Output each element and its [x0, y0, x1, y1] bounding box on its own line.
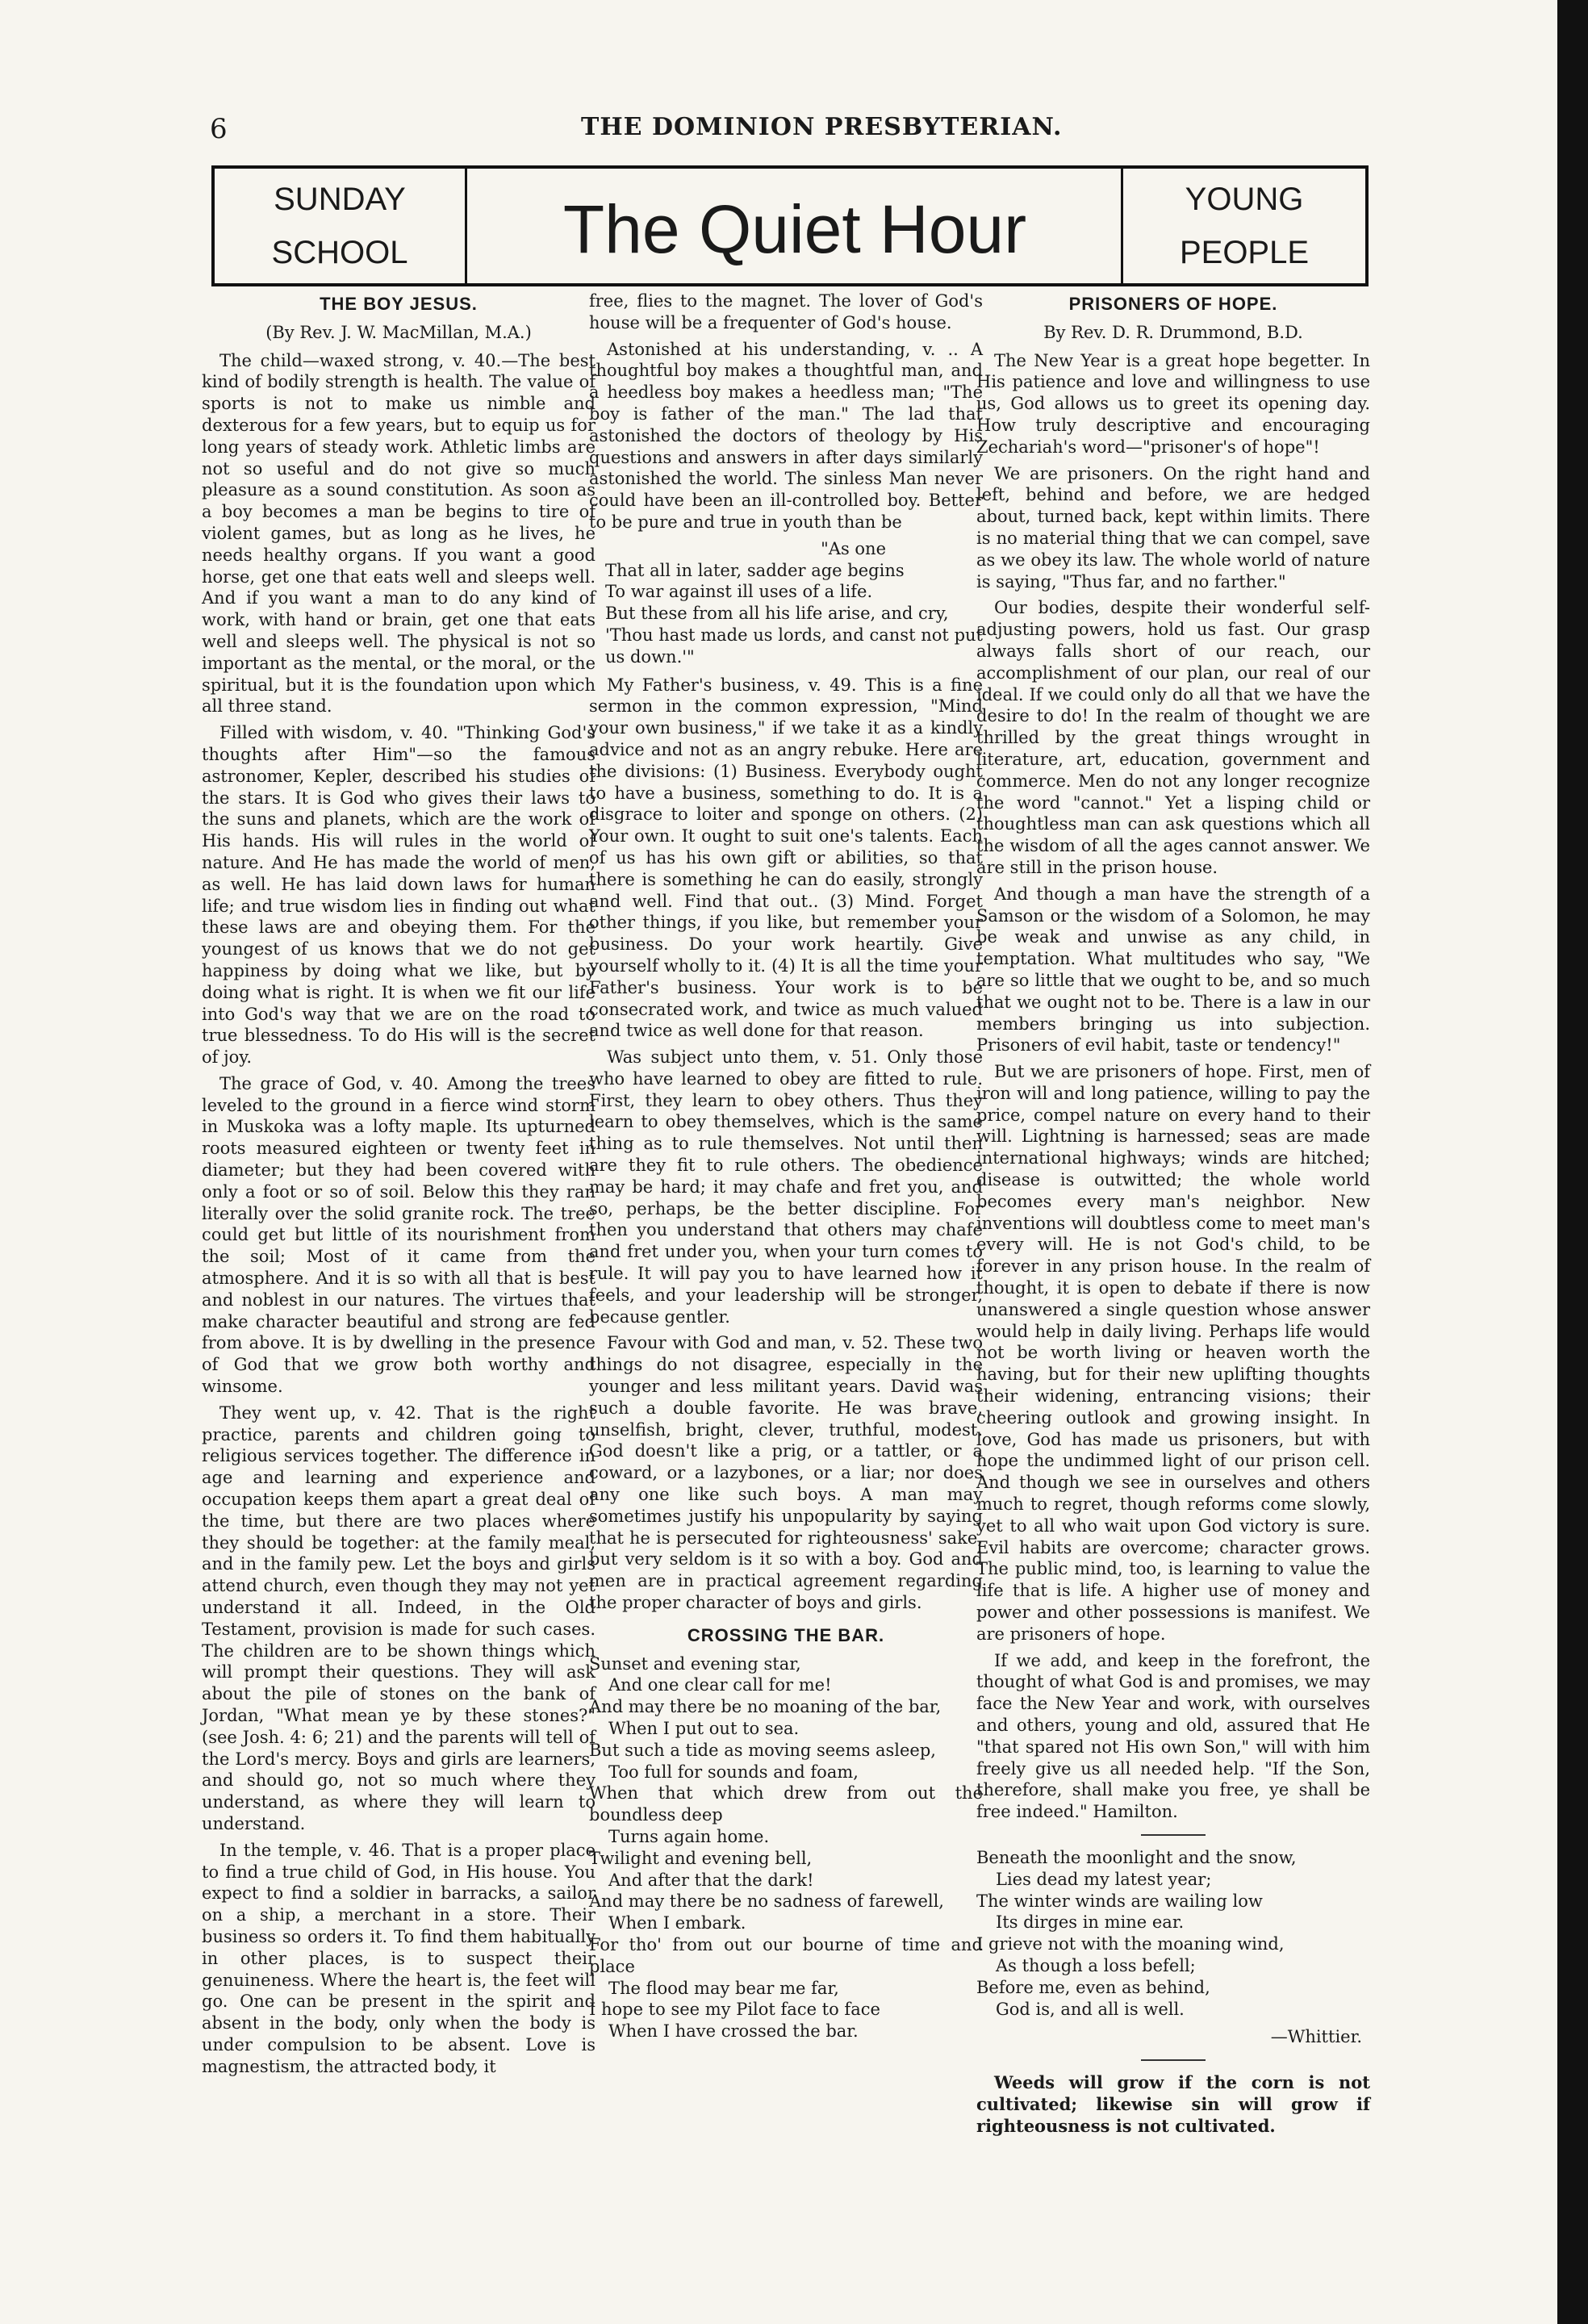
article-paragraph: free, flies to the magnet. The lover of God's house will be a frequenter of God's house. — [589, 291, 983, 332]
newspaper-title: THE DOMINION PRESBYTERIAN. — [581, 113, 1063, 141]
banner-left-box — [215, 169, 467, 283]
banner-right-line-1: YOUNG — [1185, 182, 1304, 217]
poem-line: The flood may bear me far, — [608, 1978, 839, 1998]
quoted-verse — [589, 538, 983, 668]
banner-title-box — [466, 169, 1123, 283]
poem-line: And may there be no sadness of farewell, — [589, 1891, 944, 1912]
closing-maxim: Weeds will grow if the corn is not cultivated; likewise sin will grow if righteousness is not cultivated. — [976, 2072, 1370, 2136]
article-paragraph: We are prisoners. On the right hand and left, behind and before, we are hedged about, turned back, kept within limits. There is no material thing that we can compel, save as we obey its law. The whole world of nature is saying, "Thus far, and no farther." — [976, 463, 1370, 591]
poem-crossing-the-bar — [589, 1653, 983, 2042]
banner-right-box — [1121, 169, 1365, 283]
article-paragraph: Favour with God and man, v. 52. These two things do not disagree, especially in the younger and less militant years. David was such a double favorite. He was brave, unselfish, bright, clever, truthful, modest. God doesn't like a prig, or a tattler, or a coward, or a lazybones, or a liar; nor does any one like such boys. A man may sometimes justify his unpopularity by saying that he is persecuted for righteousness' sake, but very seldom is it so with a boy. God and men are in practical agreement regarding the proper character of boys and girls. — [589, 1333, 983, 1613]
article-paragraph: If we add, and keep in the forefront, the thought of what God is and promises, we may face the New Year and work, with ourselves and others, young and old, assured that He "that spared not His own Son," will with him freely give us all needed help. "If the Son, therefore, shall make you free, ye shall be free indeed." Hamilton. — [976, 1650, 1370, 1822]
article-paragraph: Was subject unto them, v. 51. Only those who have learned to obey are fitted to rule. First, they learn to obey others. Thus they learn to obey themselves, which is the same thing as to rule themselves. Not until then are they fit to rule others. The obedience may be hard; it may chafe and fret you, and so, perhaps, be the better discipline. For then you understand that others may chafe and fret under you, when your turn comes to rule. It will pay you to have learned how it feels, and your leadership will be stronger, because gentler. — [589, 1047, 983, 1327]
verse-line: That all in later, sadder age begins — [605, 560, 905, 580]
poem-title: CROSSING THE BAR. — [687, 1624, 885, 1645]
article-paragraph: The New Year is a great hope begetter. In His patience and love and willingness to use us, God allows us to greet its opening day. How truly descriptive and encouraging Zechariah's word—"prisoner's of hope"! — [976, 350, 1370, 457]
poem-line: Its dirges in mine ear. — [996, 1912, 1185, 1933]
page-number: 6 — [210, 113, 228, 145]
page-header — [210, 113, 1394, 145]
banner-left-line-1: SUNDAY — [274, 182, 406, 217]
poem-line: Before me, even as behind, — [976, 1977, 1210, 1997]
poem-line: When I have crossed the bar. — [608, 2021, 859, 2042]
poem-line: For tho' from out our bourne of time and place — [589, 1934, 983, 1976]
poem-line: Sunset and evening star, — [589, 1653, 801, 1674]
poem-line: When I put out to sea. — [608, 1719, 800, 1738]
poem-line: And after that the dark! — [608, 1870, 814, 1890]
poem-whittier — [976, 1847, 1370, 2020]
scan-edge-right — [1557, 0, 1588, 2324]
verse-line: But these from all his life arise, and cry, — [605, 604, 949, 624]
poem-line: And may there be no moaning of the bar, — [589, 1697, 942, 1717]
article-byline: By Rev. D. R. Drummond, B.D. — [1043, 322, 1303, 342]
poem-line: Too full for sounds and foam, — [608, 1762, 859, 1782]
poem-line: Beneath the moonlight and the snow, — [976, 1847, 1297, 1867]
poem-line: When that which drew from out the boundless deep — [589, 1783, 983, 1825]
article-paragraph: In the temple, v. 46. That is a proper place to find a true child of God, in His house. You expect to find a soldier in barracks, a sailor on a ship, a merchant in a store. Their business so orders it. To find them habitually in other places, is to suspect their genuineness. Where the heart is, the feet will go. One can be present in the spirit and absent in the body, only when the body is under compulsion to be absent. Love is magnestism, the attracted body, it — [202, 1840, 596, 2076]
verse-line: 'Thou hast made us lords, and canst not put us down.'" — [605, 625, 983, 667]
section-divider — [1141, 1834, 1206, 1836]
verse-line: To war against ill uses of a life. — [605, 582, 873, 602]
article-byline: (By Rev. J. W. MacMillan, M.A.) — [265, 322, 532, 342]
poem-line: As though a loss befell; — [996, 1955, 1196, 1975]
article-paragraph: But we are prisoners of hope. First, men of iron will and long patience, willing to pay the price, compel nature on every hand to their will. Lightning is harnessed; seas are made international highways; winds are hitched; disease is outwitted; the whole world becomes every man's neighbor. New inventions will doubtless come to meet man's every will. He is not God's child, to be forever in any prison house. In the realm of thought, it is open to debate if there is now unanswered a single question whose answer would help in daily living. Perhaps life would not be worth living or heaven worth the having, but for their new uplifting thoughts their widening, entrancing visions; their cheering outlook and growing insight. In love, God has made us prisoners, but with hope the undimmed light of our prison cell. And though we see in ourselves and others much to regret, though reforms come slowly, yet to all who wait upon God victory is sure. Evil habits are overcome; character grows. The public mind, too, is learning to value the life that is life. A higher use of money and power and other possessions is manifest. We are prisoners of hope. — [976, 1062, 1370, 1644]
article-paragraph: They went up, v. 42. That is the right practice, parents and children going to religious services together. The difference in age and learning and experience and occupation keeps them apart a great deal of the time, but there are two places where they should be together: at the family meal, and in the family pew. Let the boys and girls attend church, even though they may not yet understand it all. Indeed, in the Old Testament, provision is made for such cases. The children are to be shown things which will prompt their questions. They will ask about the pile of stones on the bank of Jordan, "What mean ye by these stones?" (see Josh. 4: 6; 21) and the parents will tell of the Lord's mercy. Boys and girls are learners, and should go, not so much where they understand, as where they will learn to understand. — [202, 1402, 596, 1833]
article-paragraph: Astonished at his understanding, v. .. A thoughtful boy makes a thoughtful man, and a heedless boy makes a heedless man; "The boy is father of the man." The lad that astonished the doctors of theology by His questions and answers in after days similarly astonished the world. The sinless Man never could have been an ill-controlled boy. Better to be pure and true in youth than be — [589, 339, 983, 532]
article-paragraph: The child—waxed strong, v. 40.—The best kind of bodily strength is health. The value of sports is not to make us nimble and dexterous for a few years, but to equip us for long years of steady work. Athletic limbs are not so useful and do not give so much pleasure as a sound constitution. As soon as a boy becomes a man be begins to tire of violent games, but as long as he lives, he needs healthy organs. If you want a good horse, get one that eats well and sleeps well. And if you want a man to do any kind of work, with hand or brain, get one that eats well and sleeps well. The physical is not so important as the mental, or the moral, or the spiritual, but it is the foundation upon which all three stand. — [202, 350, 596, 717]
banner-title: The Quiet Hour — [562, 191, 1027, 267]
article-paragraph: The grace of God, v. 40. Among the trees leveled to the ground in a fierce wind storm in Muskoka was a lofty maple. Its upturned roots measured eighteen or twenty feet in diameter; but they had been covered with only a foot or so of soil. Below this they ran literally over the solid granite rock. The tree could get but little of its nourishment from the soil; Most of it came from the atmosphere. And it is so with all that is best and noblest in our natures. The virtues that make character beautiful and strong are fed from above. It is by dwelling in the presence of God that we grow both worthy and winsome. — [202, 1073, 596, 1397]
article-paragraph: And though a man have the strength of a Samson or the wisdom of a Solomon, he may be weak and unwise as any child, in temptation. What multitudes who say, "We are so little that we ought to be, and so much that we ought not to be. There is a law in our members bringing us into subjection. Prisoners of evil habit, taste or tendency!" — [976, 884, 1370, 1055]
poem-line: I hope to see my Pilot face to face — [589, 2000, 880, 2020]
poem-line: I grieve not with the moaning wind, — [976, 1934, 1285, 1954]
poem-signature: —Whittier. — [1270, 2027, 1362, 2047]
poem-line: When I embark. — [608, 1913, 746, 1933]
banner-right-line-2: PEOPLE — [1179, 235, 1310, 270]
article-paragraph: Filled with wisdom, v. 40. "Thinking God's thoughts after Him"—so the famous astronomer, Kepler, described his studies of the stars. It is God who gives their laws to the suns and planets, which are the work of His hands. His will rules in the world of nature. And He has made the world of men, as well. He has laid down laws for human life; and true wisdom lies in finding out what these laws are and obeying them. For the youngest of us knows that we do not get happiness by doing what we like, but by doing what is right. It is when we fit our life into God's way that we are on the road to true blessedness. To do His will is the secret of joy. — [202, 723, 596, 1068]
article-heading: THE BOY JESUS. — [320, 294, 478, 314]
verse-line: "As one — [821, 538, 886, 558]
section-banner — [211, 165, 1369, 286]
article-paragraph: Our bodies, despite their wonderful self-adjusting powers, hold us fast. Our grasp always falls short of our reach, our accomplishment of our plan, our real of our ideal. If we could only do all that we have the desire to do! In the realm of thought we are thrilled by the great things wrought in literature, art, education, government and commerce. Men do not any longer recognize the word "cannot." Yet a lisping child or thoughtless man can ask questions which all the wisdom of all the ages cannot answer. We are still in the prison house. — [976, 598, 1370, 877]
poem-line: But such a tide as moving seems asleep, — [589, 1740, 936, 1760]
poem-line: And one clear call for me! — [608, 1675, 832, 1695]
article-heading: PRISONERS OF HOPE. — [1068, 294, 1278, 314]
poem-line: The winter winds are wailing low — [976, 1891, 1263, 1911]
poem-line: Twilight and evening bell, — [589, 1848, 813, 1868]
section-divider — [1141, 2059, 1206, 2061]
article-paragraph: My Father's business, v. 49. This is a fine sermon in the common expression, "Mind your own business," if we take it as a kindly advice and not as an angry rebuke. Here are the divisions: (1) Business. Everybody ought to have a business, something to do. It is a disgrace to loiter and sponge on others. (2) Your own. It ought to suit one's talents. Each of us has his own gift or abilities, so that there is something he can do easily, strongly and well. Find that out.. (3) Mind. Forget other things, if you like, but remember your business. Do your work heartily. Give yourself wholly to it. (4) It is all the time your Father's business. Your work is to be consecrated work, and twice as much valued and twice as well done for that reason. — [589, 675, 983, 1041]
column-right — [976, 290, 1370, 2142]
banner-left-line-2: SCHOOL — [271, 235, 408, 270]
poem-line: Lies dead my latest year; — [996, 1869, 1212, 1889]
poem-line: Turns again home. — [608, 1826, 770, 1846]
poem-line: God is, and all is well. — [996, 1999, 1185, 2019]
column-left — [202, 290, 596, 2083]
column-middle — [589, 290, 983, 2049]
